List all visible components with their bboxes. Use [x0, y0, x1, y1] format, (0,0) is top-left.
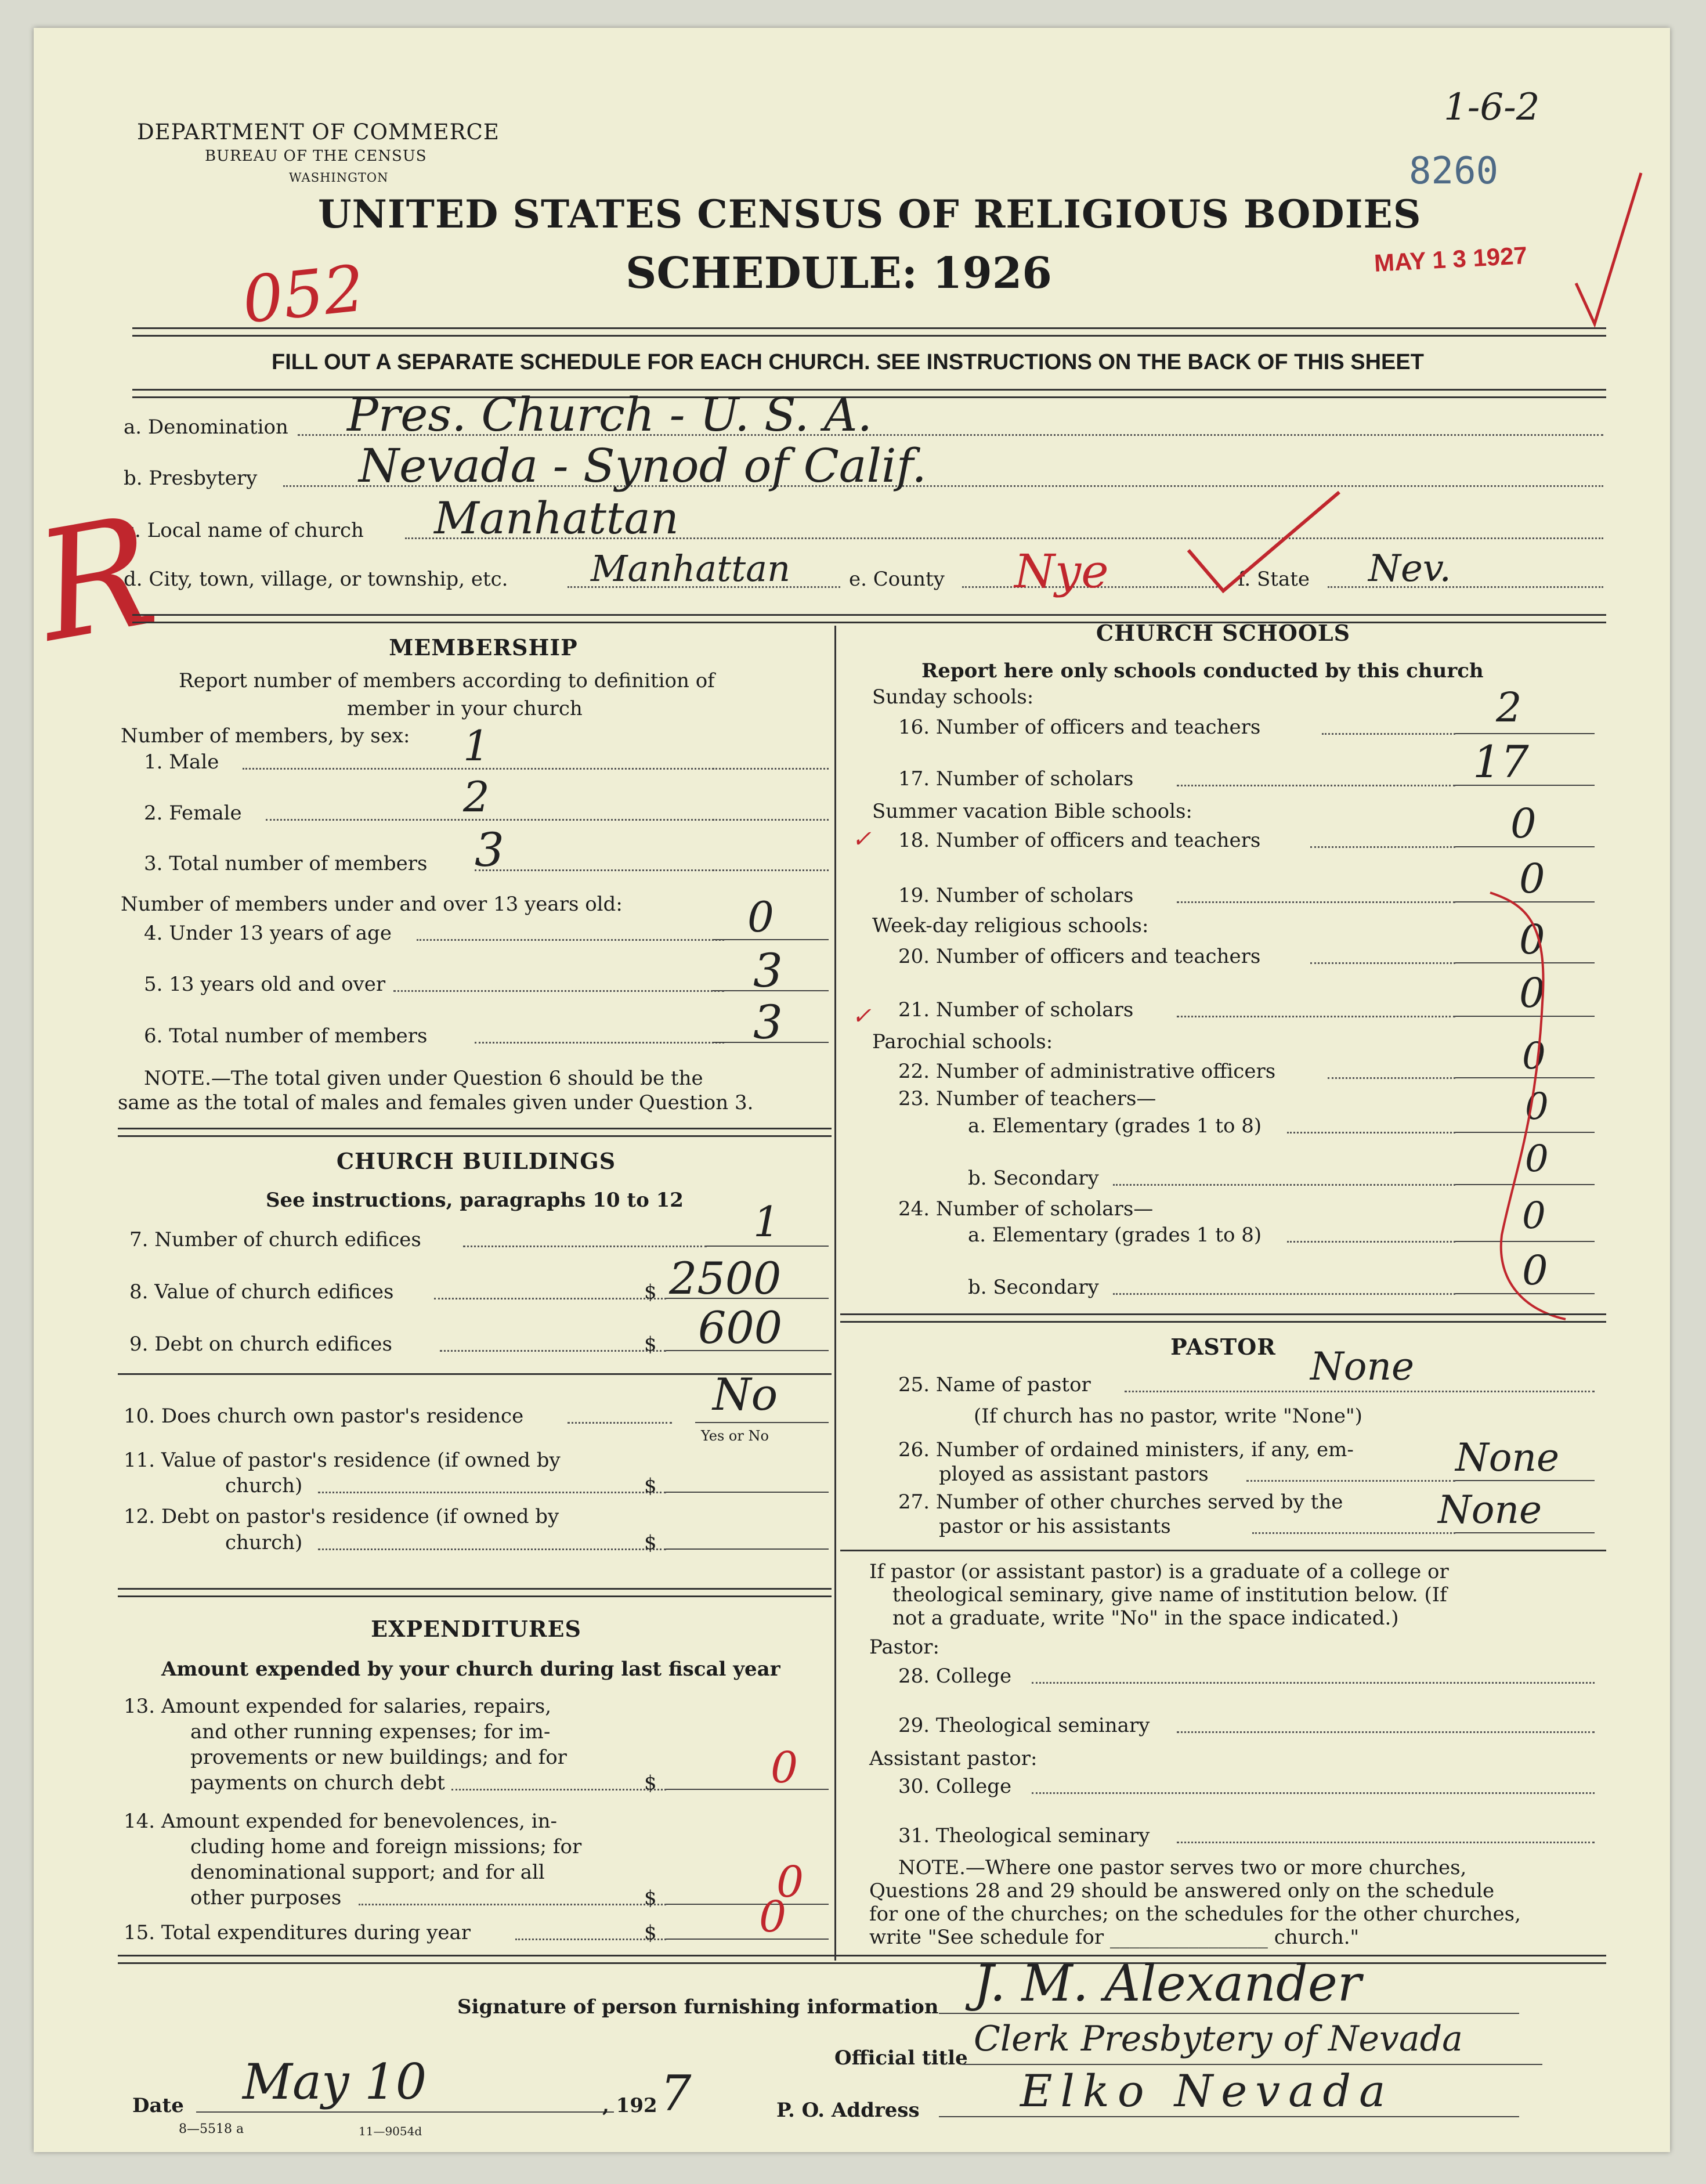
q17-label: 17. Number of scholars: [898, 767, 1134, 790]
pastor-title: PASTOR: [1170, 1334, 1276, 1360]
fill-line: [1455, 1532, 1595, 1533]
q31-label: 31. Theological seminary: [898, 1824, 1150, 1847]
denomination-label: a. Denomination: [124, 416, 288, 439]
check-mark-icon: [1183, 481, 1345, 597]
q9-label: 9. Debt on church edifices: [129, 1333, 392, 1356]
q11-label: 11. Value of pastor's residence (if owned by: [124, 1449, 561, 1472]
county-value: Nye: [1014, 544, 1109, 598]
membership-note: NOTE.—The total given under Question 6 should be the: [144, 1067, 703, 1090]
signature-label: Signature of person furnishing information: [457, 1995, 939, 2019]
q7-label: 7. Number of church edifices: [129, 1228, 421, 1251]
corner-code: 1-6-2: [1444, 86, 1540, 129]
city-label: d. City, town, village, or township, etc.: [124, 568, 508, 591]
q18-value: 0: [1510, 800, 1537, 847]
q4-label: 4. Under 13 years of age: [144, 922, 392, 945]
local-name-value: Manhattan: [434, 492, 679, 544]
q8-value: 2500: [669, 1252, 782, 1304]
presbytery-label: b. Presbytery: [124, 467, 258, 490]
fill-line: [463, 1246, 707, 1247]
check-mark-icon: [1571, 167, 1647, 330]
q19-label: 19. Number of scholars: [898, 884, 1134, 907]
assistant-subhead: Assistant pastor:: [869, 1747, 1038, 1770]
graduate-instruction: theological seminary, give name of institution below. (If: [892, 1583, 1447, 1607]
state-value: Nev.: [1368, 547, 1451, 590]
q13-label: 13. Amount expended for salaries, repairs,: [124, 1695, 552, 1718]
fill-line: [266, 819, 724, 821]
q1-label: 1. Male: [144, 750, 219, 774]
q17-value: 17: [1473, 736, 1529, 788]
fill-line: [1287, 1132, 1455, 1133]
fill-line: [451, 1789, 666, 1790]
pastor-subhead: Pastor:: [869, 1636, 939, 1659]
official-title-label: Official title: [834, 2046, 968, 2070]
fill-line: [1455, 1480, 1595, 1481]
q10-value: No: [713, 1369, 778, 1420]
department-heading: DEPARTMENT OF COMMERCE: [137, 120, 500, 145]
q7-value: 1: [753, 1197, 780, 1246]
membership-intro: member in your church: [347, 697, 583, 720]
fill-line: [1246, 1480, 1455, 1482]
rule: [118, 1128, 832, 1137]
weekday-label: Week-day religious schools:: [872, 914, 1149, 937]
q15-value: 0: [759, 1892, 787, 1942]
rule: [840, 1550, 1606, 1551]
census-form: [25, 28, 1670, 2152]
q22-label: 22. Number of administrative officers: [898, 1060, 1276, 1083]
presbytery-value: Nevada - Synod of Calif.: [359, 439, 927, 493]
q8-label: 8. Value of church edifices: [129, 1280, 394, 1304]
fill-line: [666, 1492, 829, 1493]
q20-value: 0: [1519, 916, 1545, 963]
q13-label: and other running expenses; for im-: [190, 1720, 551, 1743]
denomination-value: Pres. Church - U. S. A.: [347, 388, 872, 442]
fill-line: [475, 869, 724, 871]
fill-line: [666, 1938, 829, 1940]
q23b-value: 0: [1525, 1138, 1549, 1181]
by-age-label: Number of members under and over 13 years old:: [121, 893, 623, 916]
fill-line: [440, 1350, 666, 1352]
date-label: Date: [132, 2094, 184, 2117]
fill-line: [1177, 1016, 1455, 1017]
official-title-value: Clerk Presbytery of Nevada: [974, 2019, 1463, 2059]
dollar-sign: $: [644, 1531, 657, 1554]
q9-value: 600: [698, 1302, 783, 1353]
q14-label: denominational support; and for all: [190, 1861, 545, 1884]
q14-label: other purposes: [190, 1886, 342, 1909]
rule: [132, 327, 1606, 337]
date-value: May 10: [243, 2053, 427, 2110]
q24a-label: a. Elementary (grades 1 to 8): [968, 1223, 1262, 1247]
fill-line: [1113, 1184, 1455, 1186]
q28-label: 28. College: [898, 1665, 1012, 1688]
dollar-sign: $: [644, 1771, 657, 1795]
fill-line: [1032, 1792, 1595, 1794]
fill-line: [515, 1938, 666, 1940]
year-prefix: , 192: [602, 2094, 657, 2117]
q12-label: 12. Debt on pastor's residence (if owned by: [124, 1505, 559, 1528]
fill-line: [359, 1904, 666, 1905]
fill-line: [1328, 1077, 1455, 1079]
fill-line: [666, 1904, 829, 1905]
tick-mark: ✓: [852, 1003, 872, 1030]
sunday-label: Sunday schools:: [872, 685, 1034, 709]
fill-line: [713, 819, 829, 821]
fill-line: [1322, 733, 1455, 735]
q13-value: 0: [771, 1743, 798, 1793]
fill-line: [1177, 1731, 1595, 1733]
fill-line: [1252, 1532, 1455, 1534]
graduate-instruction: If pastor (or assistant pastor) is a graduate of a college or: [869, 1560, 1449, 1583]
q1-value: 1: [463, 721, 490, 770]
dollar-sign: $: [644, 1280, 657, 1304]
q6-value: 3: [753, 995, 783, 1049]
q24b-label: b. Secondary: [968, 1276, 1099, 1299]
q2-value: 2: [463, 772, 490, 821]
dollar-sign: $: [644, 1333, 657, 1356]
q16-value: 2: [1496, 684, 1522, 731]
q11-label: church): [225, 1474, 303, 1497]
q14-label: 14. Amount expended for benevolences, in-: [124, 1810, 558, 1833]
city-value: Manhattan: [591, 547, 790, 590]
form-number: 8—5518 a: [179, 2122, 244, 2136]
fill-line: [417, 939, 724, 941]
q21-value: 0: [1519, 969, 1545, 1017]
q16-label: 16. Number of officers and teachers: [898, 716, 1261, 739]
q10-label: 10. Does church own pastor's residence: [124, 1405, 524, 1428]
q13-label: payments on church debt: [190, 1771, 445, 1795]
q19-value: 0: [1519, 855, 1545, 903]
q30-label: 30. College: [898, 1775, 1012, 1798]
q27-value: None: [1438, 1488, 1542, 1532]
fill-line: [1177, 1842, 1595, 1843]
fill-line: [196, 2111, 614, 2113]
county-label: e. County: [849, 568, 945, 591]
q21-label: 21. Number of scholars: [898, 998, 1134, 1021]
expenditures-title: EXPENDITURES: [371, 1616, 581, 1642]
fill-line: [1113, 1293, 1455, 1295]
graduate-instruction: not a graduate, write "No" in the space indicated.): [892, 1607, 1399, 1630]
q15-label: 15. Total expenditures during year: [124, 1921, 471, 1944]
q20-label: 20. Number of officers and teachers: [898, 945, 1261, 968]
fill-line: [666, 1789, 829, 1790]
parochial-label: Parochial schools:: [872, 1030, 1053, 1053]
fill-line: [1032, 1682, 1595, 1684]
by-sex-label: Number of members, by sex:: [121, 724, 410, 748]
fill-line: [666, 1548, 829, 1550]
bureau-heading: BUREAU OF THE CENSUS: [205, 147, 427, 165]
rule: [118, 1588, 832, 1597]
bracket-mark-icon: [1479, 887, 1571, 1328]
q25-note: (If church has no pastor, write "None"): [974, 1405, 1362, 1428]
fill-line: [1177, 901, 1455, 903]
dollar-sign: $: [644, 1474, 657, 1497]
q24b-value: 0: [1522, 1247, 1548, 1294]
q27-label: 27. Number of other churches served by the: [898, 1490, 1343, 1514]
q26-label: 26. Number of ordained ministers, if any, em-: [898, 1438, 1354, 1461]
fill-line: [318, 1548, 666, 1550]
rule: [840, 1313, 1606, 1323]
signature-value: J. M. Alexander: [974, 1955, 1361, 2013]
fill-line: [1125, 1391, 1595, 1392]
fill-line: [713, 768, 829, 770]
q6-label: 6. Total number of members: [144, 1024, 428, 1048]
fill-line: [939, 2013, 1519, 2014]
q26-value: None: [1455, 1435, 1560, 1480]
q27-label: pastor or his assistants: [939, 1515, 1171, 1538]
q14-value: 0: [776, 1857, 804, 1907]
instruction-banner: FILL OUT A SEPARATE SCHEDULE FOR EACH CHURCH. SEE INSTRUCTIONS ON THE BACK OF THIS SHEET: [272, 350, 1424, 374]
q23-label: 23. Number of teachers—: [898, 1087, 1156, 1110]
fill-line: [1310, 962, 1455, 964]
schools-title: CHURCH SCHOOLS: [1096, 620, 1351, 646]
q23a-label: a. Elementary (grades 1 to 8): [968, 1114, 1262, 1138]
fill-line: [1177, 785, 1455, 786]
q13-label: provements or new buildings; and for: [190, 1746, 567, 1769]
q5-label: 5. 13 years old and over: [144, 973, 386, 996]
fill-line: [434, 1298, 666, 1299]
buildings-title: CHURCH BUILDINGS: [336, 1148, 616, 1174]
q2-label: 2. Female: [144, 802, 242, 825]
po-address-label: P. O. Address: [776, 2099, 920, 2122]
q4-value: 0: [747, 893, 774, 941]
fill-line: [393, 990, 724, 992]
fill-line: [713, 869, 829, 871]
summer-label: Summer vacation Bible schools:: [872, 800, 1192, 823]
q25-value: None: [1310, 1344, 1415, 1389]
pastor-note: write "See schedule for ________________ church.": [869, 1926, 1360, 1949]
q22-value: 0: [1522, 1035, 1546, 1078]
state-label: f. State: [1238, 568, 1310, 591]
rule: [118, 1955, 1606, 1964]
q23b-label: b. Secondary: [968, 1167, 1099, 1190]
q18-label: 18. Number of officers and teachers: [898, 829, 1261, 852]
fill-line: [475, 1042, 724, 1044]
pastor-note: for one of the churches; on the schedules for the other churches,: [869, 1903, 1521, 1926]
local-name-label: c. Local name of church: [124, 519, 364, 542]
po-address-value: Elko Nevada: [1020, 2065, 1394, 2117]
form-title: UNITED STATES CENSUS OF RELIGIOUS BODIES: [318, 192, 1422, 237]
expenditures-subtitle: Amount expended by your church during last fiscal year: [161, 1658, 780, 1681]
pastor-note: NOTE.—Where one pastor serves two or more churches,: [898, 1856, 1467, 1879]
fill-line: [1310, 846, 1455, 848]
q12-label: church): [225, 1531, 303, 1554]
fill-line: [695, 1422, 829, 1423]
q26-label: ployed as assistant pastors: [939, 1463, 1209, 1486]
q3-value: 3: [475, 823, 504, 877]
schools-subtitle: Report here only schools conducted by this church: [921, 659, 1484, 683]
print-number: 11—9054d: [359, 2124, 422, 2138]
membership-intro: Report number of members according to definition of: [179, 669, 715, 692]
fill-line: [1287, 1241, 1455, 1243]
pastor-note: Questions 28 and 29 should be answered only on the schedule: [869, 1879, 1495, 1903]
column-divider: [834, 626, 836, 1961]
membership-note: same as the total of males and females given under Question 3.: [118, 1091, 754, 1114]
membership-title: MEMBERSHIP: [389, 634, 578, 660]
city-heading: WASHINGTON: [289, 171, 389, 185]
q24-label: 24. Number of scholars—: [898, 1197, 1154, 1221]
schedule-title: SCHEDULE: 1926: [626, 248, 1052, 298]
buildings-subtitle: See instructions, paragraphs 10 to 12: [266, 1189, 684, 1212]
margin-mark: R: [25, 483, 168, 676]
dollar-sign: $: [644, 1886, 657, 1909]
fill-line: [318, 1492, 666, 1493]
year-digit: 7: [660, 2065, 692, 2122]
q23a-value: 0: [1525, 1085, 1549, 1128]
q24a-value: 0: [1522, 1194, 1546, 1237]
batch-number: 8260: [1409, 150, 1499, 193]
fill-line: [568, 1422, 672, 1424]
fill-line: [1455, 733, 1595, 734]
q14-label: cluding home and foreign missions; for: [190, 1835, 582, 1858]
file-number: 052: [238, 251, 368, 338]
q3-label: 3. Total number of members: [144, 852, 428, 875]
dollar-sign: $: [644, 1921, 657, 1944]
tick-mark: ✓: [852, 826, 872, 853]
q29-label: 29. Theological seminary: [898, 1714, 1150, 1737]
received-stamp: MAY 1 3 1927: [1373, 241, 1528, 277]
yes-no-hint: Yes or No: [701, 1428, 769, 1444]
q5-value: 3: [753, 944, 783, 998]
q25-label: 25. Name of pastor: [898, 1373, 1091, 1396]
